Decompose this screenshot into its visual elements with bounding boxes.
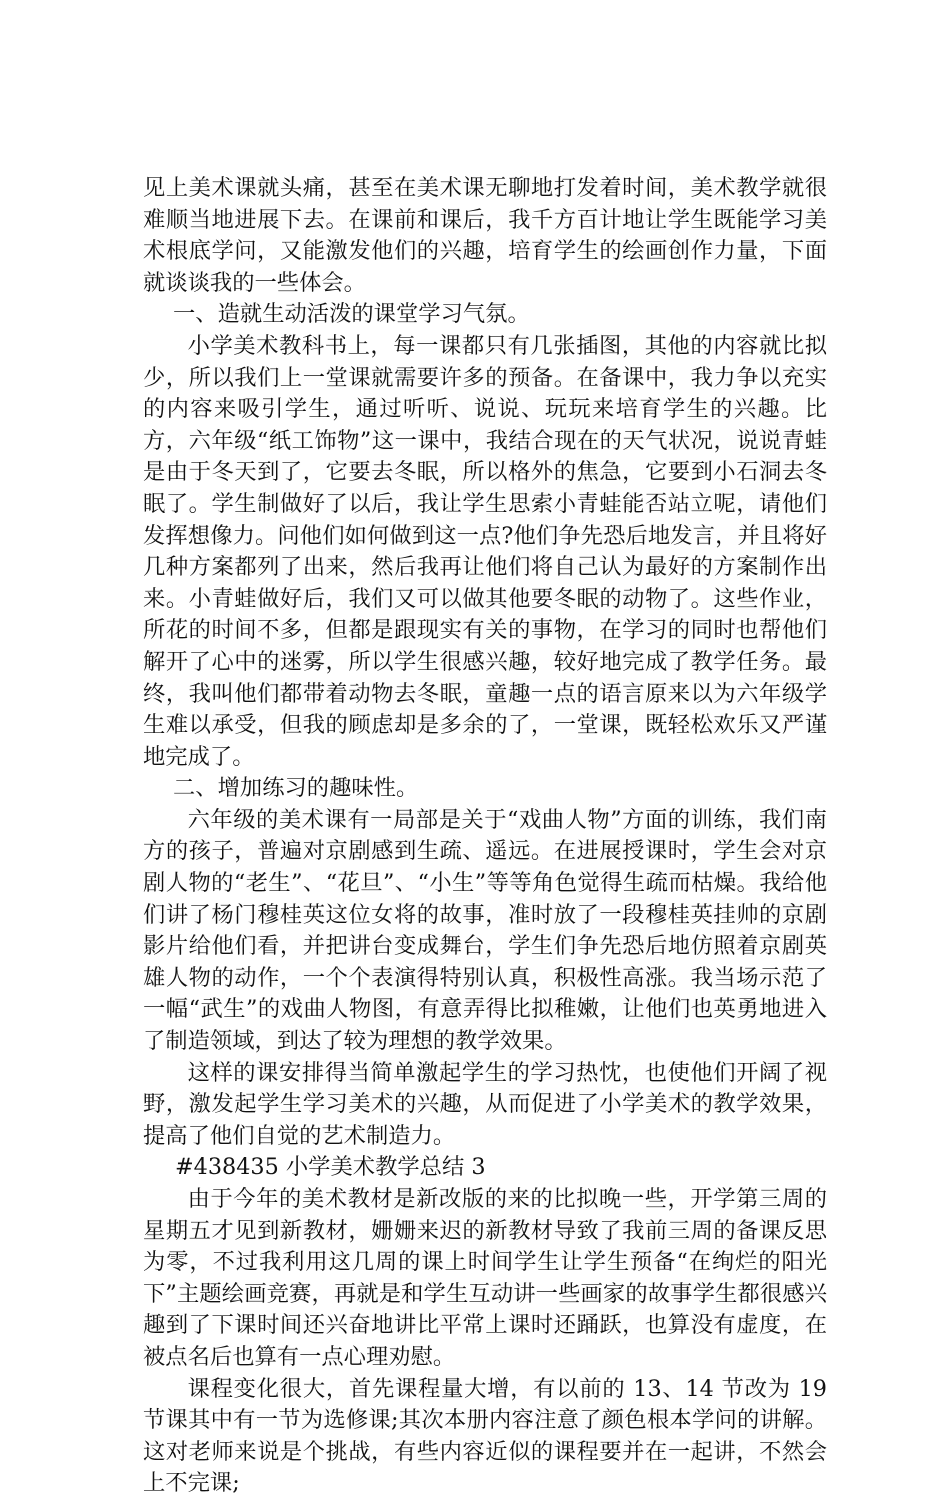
section-heading-1: 一、造就生动活泼的课堂学习气氛。: [173, 301, 530, 328]
paragraph-body: 由于今年的美术教材是新改版的来的比拟晚一些，开学第三周的星期五才见到新教材，姗姗来迟的新教材导致了我前三周的备课反思为零，不过我利用这几周的课上时间学生让学生预备“在绚烂的阳光下”主题绘画竞赛，再就是和学生互动讲一些画家的故事学生都很感兴趣到了下课时间还兴奋地讲比平常上课时还踊跃，也算没有虚度，在被点名后也算有一点心理劝慰。: [143, 1186, 827, 1370]
article-title: #438435 小学美术教学总结 3: [175, 1154, 486, 1181]
paragraph-body: 这样的课安排得当简单激起学生的学习热忱，也使他们开阔了视野，激发起学生学习美术的兴趣，从而促进了小学美术的教学效果，提高了他们自觉的艺术制造力。: [143, 1059, 827, 1149]
section-heading-2: 二、增加练习的趣味性。: [173, 775, 419, 802]
paragraph-intro-continued: 见上美术课就头痛，甚至在美术课无聊地打发着时间，美术教学就很难顺当地进展下去。在课前和课后，我千方百计地让学生既能学习美术根底学问，又能激发他们的兴趣，培育学生的绘画创作力量，下面就谈谈我的一些体会。: [143, 175, 827, 296]
paragraph-body: 六年级的美术课有一局部是关于“戏曲人物”方面的训练，我们南方的孩子，普遍对京剧感到生疏、遥远。在进展授课时，学生会对京剧人物的“老生”、“花旦”、“小生”等等角色觉得生疏而枯燥。我给他们讲了杨门穆桂英这位女将的故事，准时放了一段穆桂英挂帅的京剧影片给他们看，并把讲台变成舞台，学生们争先恐后地仿照着京剧英雄人物的动作，一个个表演得特别认真，积极性高涨。我当场示范了一幅“武生”的戏曲人物图，有意弄得比拟稚嫩，让他们也英勇地进入了制造领域，到达了较为理想的教学效果。: [143, 806, 827, 1055]
paragraph-body: 小学美术教科书上，每一课都只有几张插图，其他的内容就比拟少，所以我们上一堂课就需要许多的预备。在备课中，我力争以充实的内容来吸引学生，通过听听、说说、玩玩来培育学生的兴趣。比方，六年级“纸工饰物”这一课中，我结合现在的天气状况，说说青蛙是由于冬天到了，它要去冬眠，所以格外的焦急，它要到小石洞去冬眠了。学生制做好了以后，我让学生思索小青蛙能否站立呢，请他们发挥想像力。问他们如何做到这一点?他们争先恐后地发言，并且将好几种方案都列了出来，然后我再让他们将自己认为最好的方案制作出来。小青蛙做好后，我们又可以做其他要冬眠的动物了。这些作业，所花的时间不多，但都是跟现实有关的事物，在学习的同时也帮他们解开了心中的迷雾，所以学生很感兴趣，较好地完成了教学任务。最终，我叫他们都带着动物去冬眠，童趣一点的语言原来以为六年级学生难以承受，但我的顾虑却是多余的了，一堂课，既轻松欢乐又严谨地完成了。: [143, 332, 827, 770]
paragraph-body: 课程变化很大，首先课程量大增，有以前的 13、14 节改为 19 节课其中有一节为选修课;其次本册内容注意了颜色根本学问的讲解。这对老师来说是个挑战，有些内容近似的课程要并在一起讲，不然会上不完课;: [143, 1375, 827, 1497]
document-page: [143, 173, 827, 1500]
